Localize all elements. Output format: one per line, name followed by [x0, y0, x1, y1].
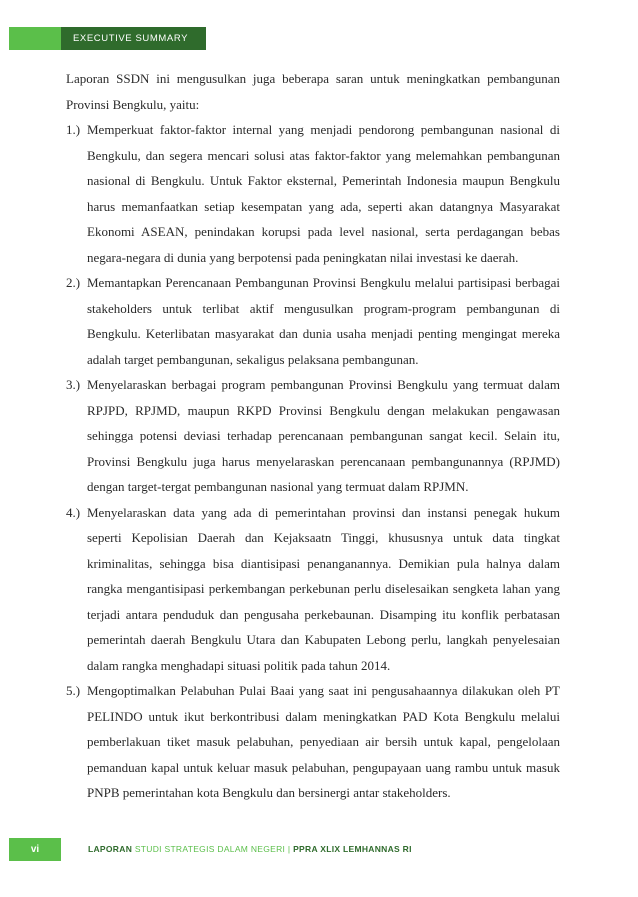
footer-title — [88, 838, 412, 861]
list-item-number: 3.) — [66, 377, 81, 392]
list-item-number: 4.) — [66, 504, 81, 520]
list-item — [66, 372, 560, 500]
footer-title-part1: LAPORAN — [88, 844, 133, 854]
section-header: EXECUTIVE SUMMARY — [61, 27, 206, 50]
list-item — [66, 500, 560, 679]
intro-paragraph: Laporan SSDN ini mengusulkan juga beberapa saran untuk meningkatkan pembangunan Provinsi Bengkulu, yaitu: — [66, 71, 560, 112]
list-item — [66, 117, 560, 270]
list-item-number: 2.) — [66, 275, 81, 290]
list-item-text: Memantapkan Perencanaan Pembangunan Provinsi Bengkulu melalui partisipasi berbagai stakeholders untuk terlibat aktif mengusulkan program-program pembangunan di Bengkulu. Keterlibatan masyarakat dan dunia usaha menjadi penting mengingat mereka adalah target pembangunan, sekaligus pelaksana pembangunan. — [87, 275, 560, 367]
list-item — [66, 270, 560, 372]
footer-title-part2: STUDI STRATEGIS DALAM NEGERI — [134, 844, 286, 854]
list-item-text: Menyelaraskan data yang ada di pemerintahan provinsi dan instansi penegak hukum seperti Kepolisian Daerah dan Kejaksaatn Tinggi, khususnya untuk data tingkat kriminalitas, sehingga bisa diantisipasi penanganannya. Demikian pula halnya dalam rangka mengantisipasi perkembangan perkebunan perlu diselesaikan sengketa lahan yang terjadi antara penduduk dan pengusaha perkebaunan. Disamping itu konflik perbatasan pemerintah daerah Bengkulu Utara dan Kabupaten Lebong perlu, langkah penyelesaian dalam rangka menghadapi situasi politik pada tahun 2014. — [87, 504, 560, 673]
page-content — [66, 66, 560, 806]
footer-title-part3: PPRA XLIX LEMHANNAS RI — [293, 844, 412, 854]
list-item-text: Menyelaraskan berbagai program pembangunan Provinsi Bengkulu yang termuat dalam RPJPD, RPJMD, maupun RKPD Provinsi Bengkulu dengan melakukan pengawasan sehingga potensi deviasi terhadap perencanaan pembangunan sangat kecil. Selain itu, Provinsi Bengkulu juga harus menyelaraskan perencanaan pembangunannya (RPJMD) dengan target-tergat pembangunan nasional yang termuat dalam RPJMN. — [87, 377, 560, 494]
list-item — [66, 678, 560, 806]
page-number: vi — [9, 838, 61, 861]
footer-separator: | — [287, 844, 291, 854]
list-item-number: 1.) — [66, 122, 81, 137]
list-item-number: 5.) — [66, 683, 81, 698]
list-item-text: Memperkuat faktor-faktor internal yang menjadi pendorong pembangunan nasional di Bengkulu, dan segera mencari solusi atas faktor-faktor yang melemahkan pembangunan nasional di Bengkulu. Untuk Faktor eksternal, Pemerintah Indonesia maupun Bengkulu harus memanfaatkan setiap kesempatan yang ada, seperti akan datangnya Masyarakat Ekonomi ASEAN, penindakan korupsi pada level nasional, serta perdagangan bebas negara-negara di dunia yang berpotensi pada peningkatan nilai investasi ke daerah. — [87, 122, 560, 265]
list-item-text: Mengoptimalkan Pelabuhan Pulai Baai yang saat ini pengusahaannya dilakukan oleh PT PELINDO untuk ikut berkontribusi dalam meningkatkan PAD Kota Bengkulu melalui pemberlakuan tiket masuk pelabuhan, penyediaan air bersih untuk kapal, pengelolaan pemanduan kapal untuk keluar masuk pelabuhan, pengupayaan uang rambu untuk masuk PNPB pemerintahan kota Bengkulu dan bersinergi antar stakeholders. — [87, 683, 560, 800]
header-accent-block — [9, 27, 61, 50]
